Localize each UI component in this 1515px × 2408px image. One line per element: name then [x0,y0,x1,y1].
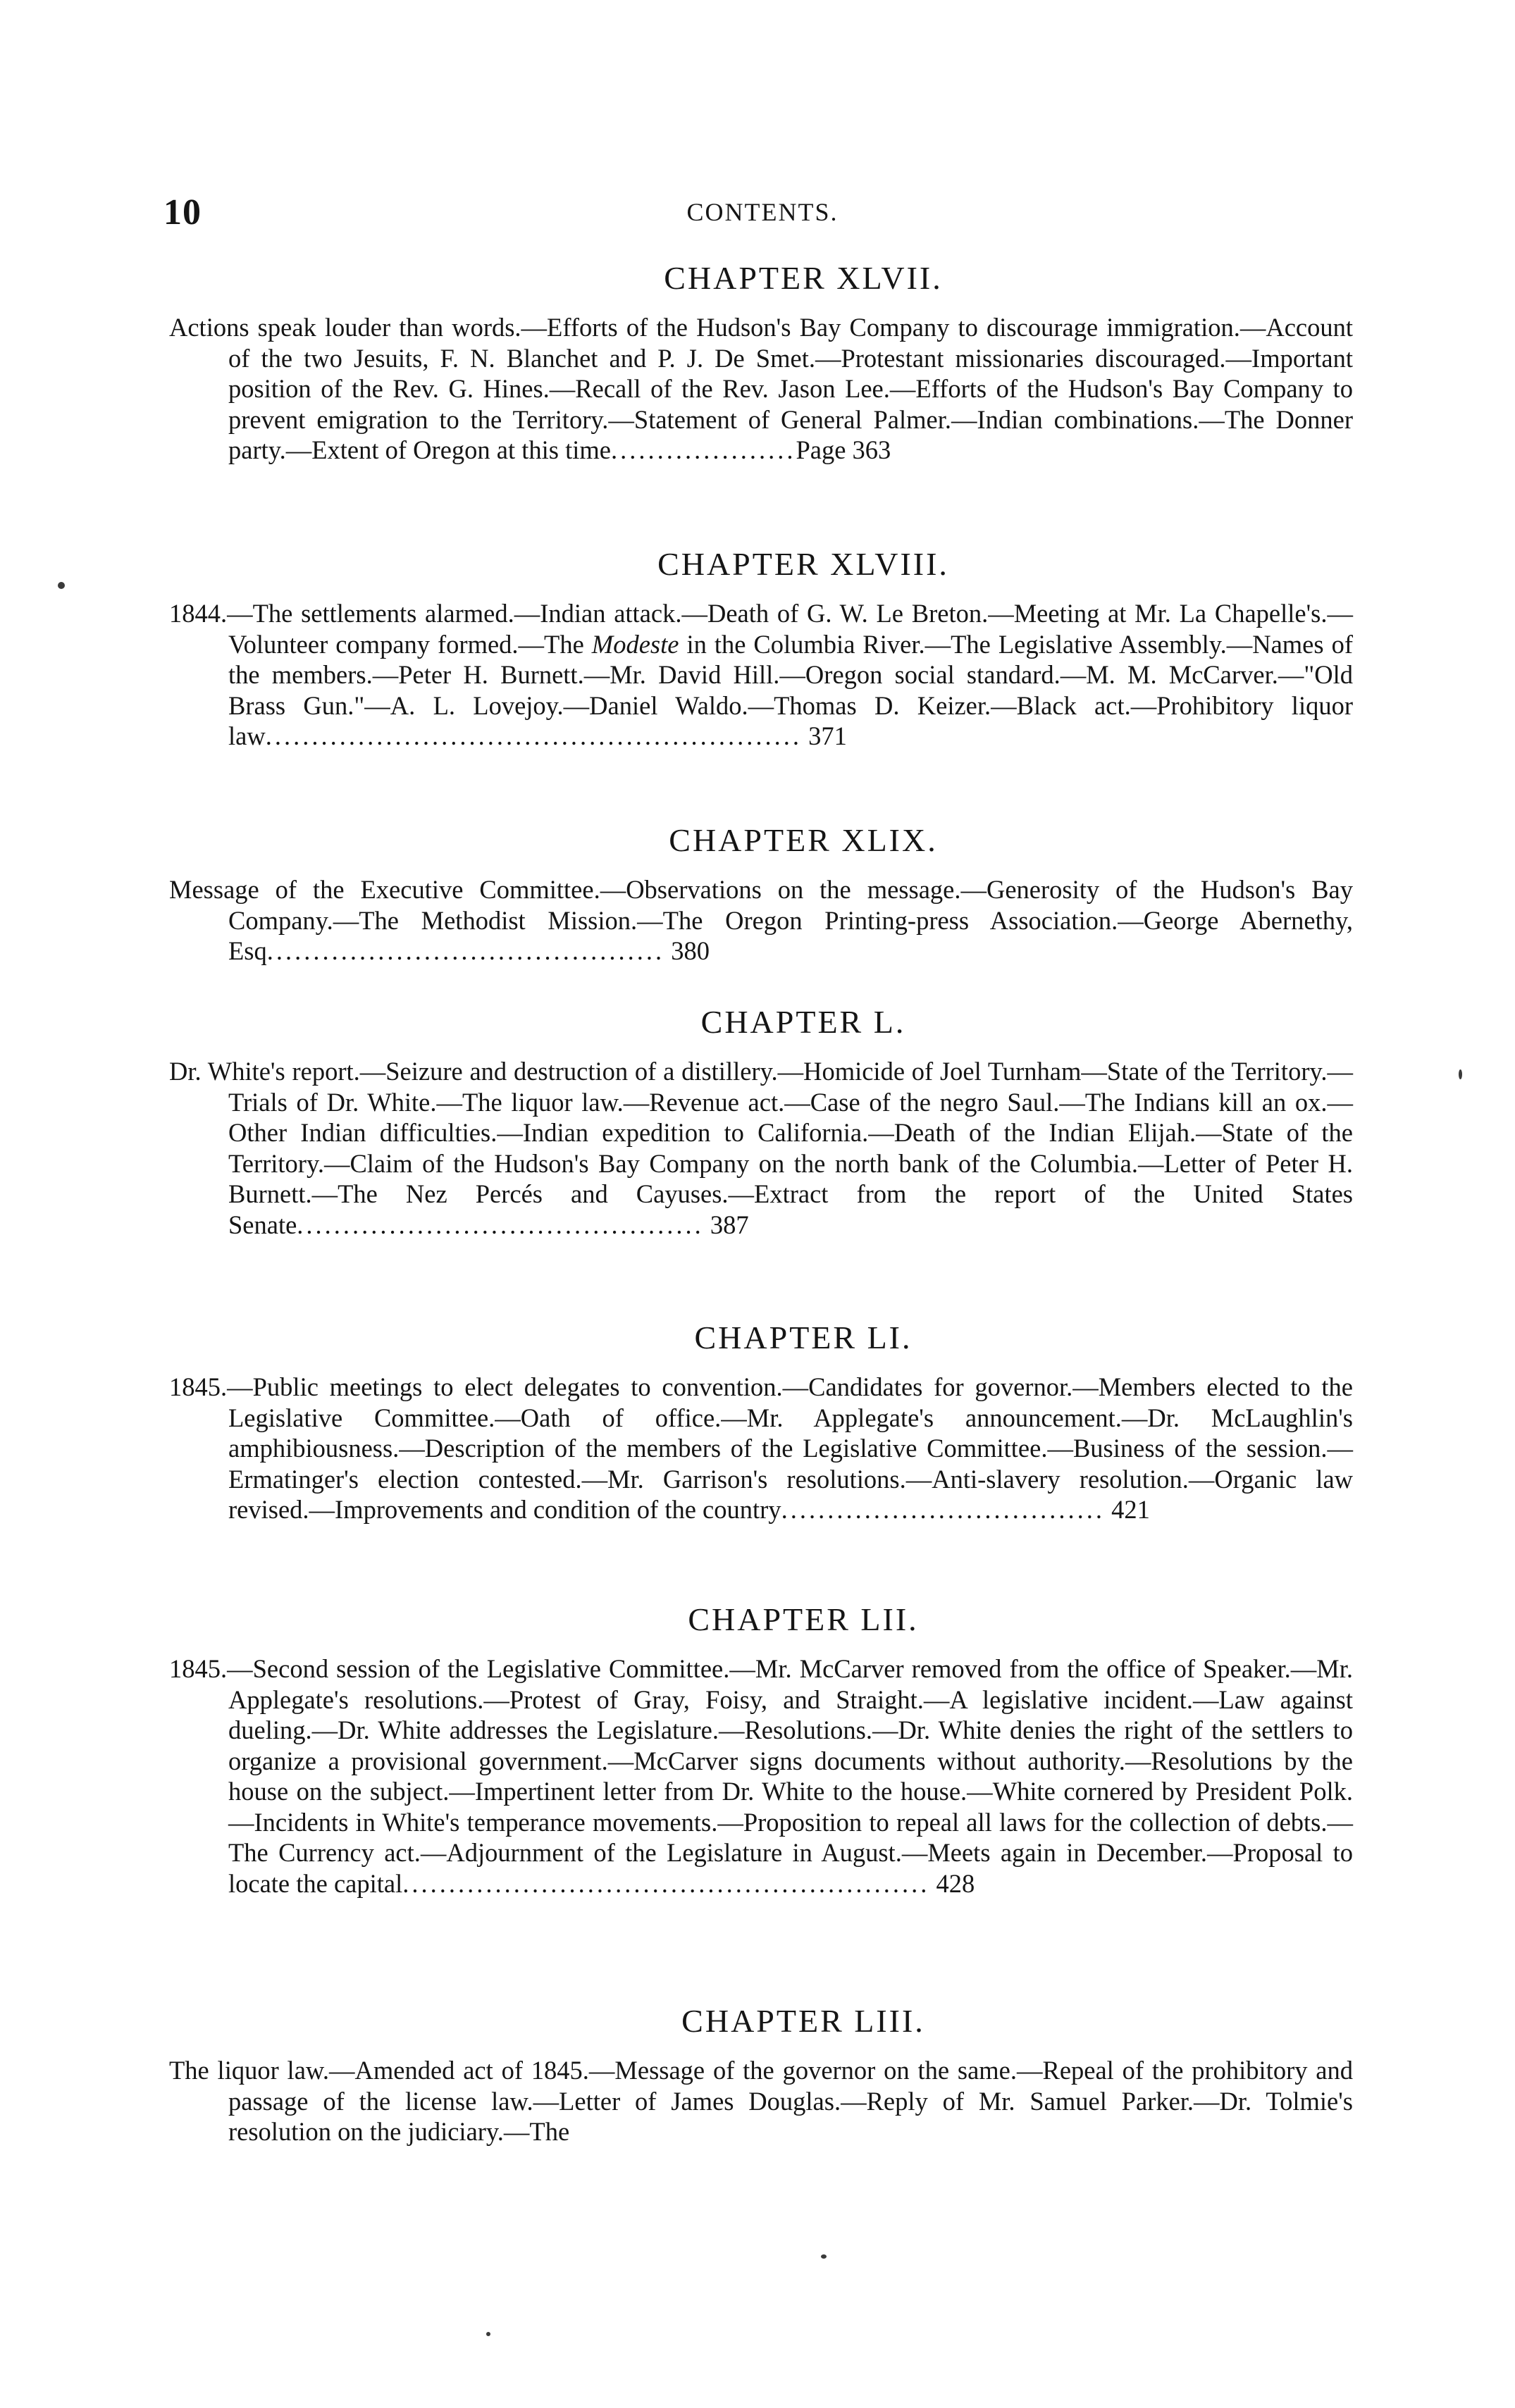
chapter-heading: CHAPTER LI. [694,1320,913,1355]
chapter-summary [169,2055,1353,2147]
chapter-l [169,1003,1353,1240]
page-reference: 421 [1111,1495,1150,1524]
page-number: 10 [163,192,202,232]
chapter-li [169,1319,1353,1525]
chapter-heading: CHAPTER XLIX. [669,822,938,858]
running-head [163,192,1361,234]
summary-text: 1845.—Public meetings to elect delegates to convention.—Candidates for governor.—Members elected to the Legislative Committee.—Oath of office.—Mr. Applegate's announcement.—Dr. McLaughlin's amphibiousness.—Description of the members of the Legislative Committee.—Business of the session.—Ermatinger's election contested.—Mr. Garrison's resolutions.—Anti-slavery resolution.—Organic law revised.—Improvements and condition of the country [169,1372,1353,1524]
page-reference: 380 [671,936,710,965]
scan-speck [1459,1069,1462,1079]
chapter-summary [169,312,1353,466]
chapter-lii [169,1601,1353,1899]
chapter-heading: CHAPTER LII. [688,1601,919,1637]
running-title: CONTENTS. [686,198,839,226]
summary-text: 1844.—The settlements alarmed.—Indian attack.—Death of G. W. Le Breton.—Meeting at Mr. La Chapelle's.—Volunteer company formed.—The Modeste in the Columbia River.—The Legislative Assembly.—Names of the members.—Peter H. Burnett.—Mr. David Hill.—Oregon social standard.—M. M. McCarver.—"Old Brass Gun."—A. L. Lovejoy.—Daniel Waldo.—Thomas D. Keizer.—Black act.—Prohibitory liquor law [169,599,1353,750]
page-reference: Page 363 [796,435,891,464]
page-reference: 428 [936,1868,975,1898]
page-reference: 371 [808,721,847,750]
chapter-heading: CHAPTER LIII. [681,2003,925,2039]
summary-text: Message of the Executive Committee.—Observations on the message.—Generosity of the Hudson's Bay Company.—The Methodist Mission.—The Oregon Printing-press Association.—George Abernethy, Esq [169,875,1353,965]
summary-text: 1845.—Second session of the Legislative Committee.—Mr. McCarver removed from the office of Speaker.—Mr. Applegate's resolutions.—Protest of Gray, Foisy, and Straight.—A legislative incident.—Law against dueling.—Dr. White addresses the Legislature.—Resolutions.—Dr. White denies the right of the settlers to organize a provisional government.—McCarver signs documents without authority.—Resolutions by the house on the subject.—Impertinent letter from Dr. White to the house.—White cornered by President Polk.—Incidents in White's temperance movements.—Proposition to repeal all laws for the collection of debts.—The Currency act.—Adjournment of the Legislature in August.—Meets again in December.—Proposal to locate the capital [169,1654,1353,1898]
dot-leader: ................................... [781,1495,1105,1524]
chapter-xlix [169,821,1353,967]
summary-text: Actions speak louder than words.—Efforts of the Hudson's Bay Company to discourage immigration.—Account of the two Jesuits, F. N. Blanchet and P. J. De Smet.—Protestant missionaries discouraged.—Important position of the Rev. G. Hines.—Recall of the Rev. Jason Lee.—Efforts of the Hudson's Bay Company to prevent emigration to the Territory.—Statement of General Palmer.—Indian combinations.—The Donner party.—Extent of Oregon at this time [169,313,1353,464]
dot-leader: ......................................................... [402,1868,930,1898]
chapter-heading: CHAPTER XLVIII. [657,546,949,582]
chapter-xlvii [169,259,1353,466]
chapter-liii [169,2002,1353,2147]
dot-leader: ........................................... [266,936,665,965]
dot-leader: ............................................ [297,1210,704,1239]
summary-text: The liquor law.—Amended act of 1845.—Message of the governor on the same.—Repeal of the prohibitory and passage of the license law.—Letter of James Douglas.—Reply of Mr. Samuel Parker.—Dr. Tolmie's resolution on the judiciary.—The [169,2056,1353,2146]
scan-speck [486,2332,490,2336]
chapter-summary [169,1653,1353,1899]
chapter-summary [169,1372,1353,1525]
chapter-summary [169,598,1353,752]
scan-speck [58,582,65,589]
scan-speck [821,2254,827,2259]
dot-leader: .......................................................... [265,721,802,750]
summary-text: Dr. White's report.—Seizure and destruction of a distillery.—Homicide of Joel Turnham—State of the Territory.—Trials of Dr. White.—The liquor law.—Revenue act.—Case of the negro Saul.—The Indians kill an ox.—Other Indian difficulties.—Indian expedition to California.—Death of the Indian Elijah.—State of the Territory.—Claim of the Hudson's Bay Company on the north bank of the Columbia.—Letter of Peter H. Burnett.—The Nez Percés and Cayuses.—Extract from the report of the United States Senate [169,1057,1353,1239]
chapter-summary [169,1056,1353,1240]
chapter-xlviii [169,545,1353,752]
chapter-heading: CHAPTER XLVII. [664,260,943,296]
chapter-heading: CHAPTER L. [700,1004,906,1040]
ship-name: Modeste [591,629,679,659]
page-reference: 387 [710,1210,749,1239]
dot-leader: .................... [610,435,796,464]
chapter-summary [169,874,1353,967]
